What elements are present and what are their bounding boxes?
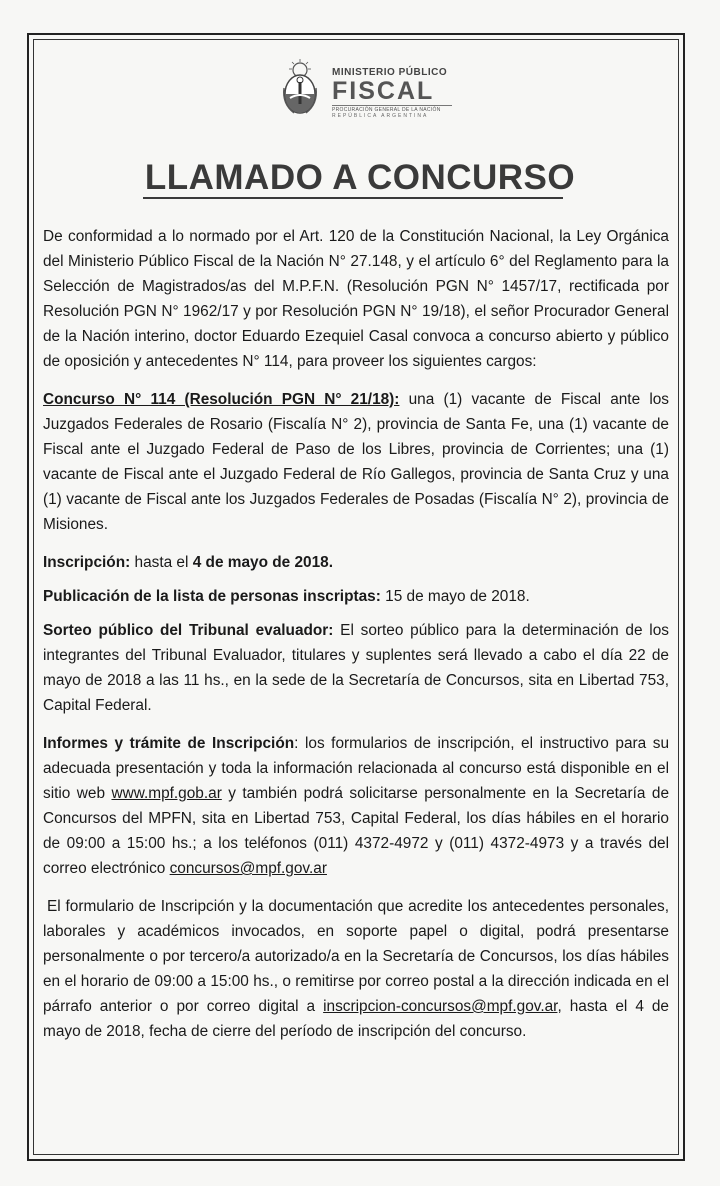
inscripcion-email-link[interactable]: inscripcion-concursos@mpf.gov.ar [323,998,558,1015]
title-underline [143,197,563,199]
concursos-email-link[interactable]: concursos@mpf.gov.ar [169,860,327,877]
logo-ministerio-text: MINISTERIO PÚBLICO [332,67,448,78]
concurso-paragraph [43,387,669,537]
concurso-heading: Concurso N° 114 (Resolución PGN N° 21/18): [43,391,400,408]
publicacion-text: 15 de mayo de 2018. [380,588,530,605]
inscripcion-label: Inscripción: [43,554,131,571]
sorteo-label: Sorteo público del Tribunal evaluador: [43,622,334,639]
informes-text-2: y también podrá solicitarse personalmente en la Secretaría de Concursos del MPFN, sita en Libertad 753, Capital Federal, los días hábiles en el horario de 09:00 a 15:00 hs.; a los teléfonos (011) 4372-4972 y (011) 4372-4973 y a través del correo electrónico [43,785,669,877]
formulario-text-1: El formulario de Inscripción y la documentación que acredite los antecedentes personales, laborales y académicos invocados, en soporte papel o digital, podrá presentarse personalmente o por tercero/a autorizado/a en la Secretaría de Concursos, los días hábiles en el horario de 09:00 a 15:00 hs., o remitirse por correo postal a la dirección indicada en el párrafo anterior o por correo digital a [43,898,669,1015]
inscripcion-date: 4 de mayo de 2018. [192,554,334,571]
informes-paragraph [43,731,669,881]
intro-paragraph: De conformidad a lo normado por el Art. 120 de la Constitución Nacional, la Ley Orgánica del Ministerio Público Fiscal de la Nación N° 27.148, y el artículo 6° del Reglamento para la Selección de Magistrados/as del M.P.F.N. (Resolución PGN N° 1457/17, rectificada por Resolución PGN N° 1962/17 y por Resolución PGN N° 19/18), el señor Procurador General de la Nación interino, doctor Eduardo Ezequiel Casal convoca a concurso abierto y público de oposición y antecedentes N° 114, para proveer los siguientes cargos: [43,228,669,370]
informes-text-1: : los formularios de inscripción, el instructivo para su adecuada presentación y toda la información relacionada al concurso está disponible en el sitio web [43,735,670,802]
mpf-logo [280,58,450,124]
formulario-paragraph [43,894,669,1044]
inscripcion-paragraph [43,550,669,575]
logo-republica-text: REPÚBLICA ARGENTINA [332,113,429,119]
informes-label: Informes y trámite de Inscripción [43,735,295,752]
logo-pgn-text: PROCURACIÓN GENERAL DE LA NACIÓN [332,105,452,113]
formulario-text-2: , hasta el 4 de mayo de 2018, fecha de cierre del período de inscripción del concurso. [43,998,669,1040]
document-body [43,224,669,1057]
coat-of-arms-icon [280,58,320,118]
sorteo-text: El sorteo público para la determinación de los integrantes del Tribunal Evaluador, titulares y suplentes será llevado a cabo el día 22 de mayo de 2018 a las 11 hs., en la sede de la Secretaría de Concursos, sita en Libertad 753, Capital Federal. [43,622,669,714]
publicacion-paragraph [43,584,669,609]
logo-fiscal-text: FISCAL [332,77,435,105]
concurso-text: una (1) vacante de Fiscal ante los Juzgados Federales de Rosario (Fiscalía N° 2), provincia de Santa Fe, una (1) vacante de Fiscal ante el Juzgado Federal de Paso de los Libres, provincia de Corrientes; una (1) vacante de Fiscal ante el Juzgado Federal de Río Gallegos, provincia de Santa Cruz y una (1) vacante de Fiscal ante los Juzgados Federales de Posadas (Fiscalía N° 2), provincia de Misiones. [43,391,669,533]
publicacion-label: Publicación de la lista de personas inscriptas: [43,588,381,605]
sorteo-paragraph [43,618,669,718]
page-title: LLAMADO A CONCURSO [144,158,576,197]
website-link[interactable]: www.mpf.gob.ar [111,785,222,802]
inscripcion-text: hasta el [130,554,193,571]
